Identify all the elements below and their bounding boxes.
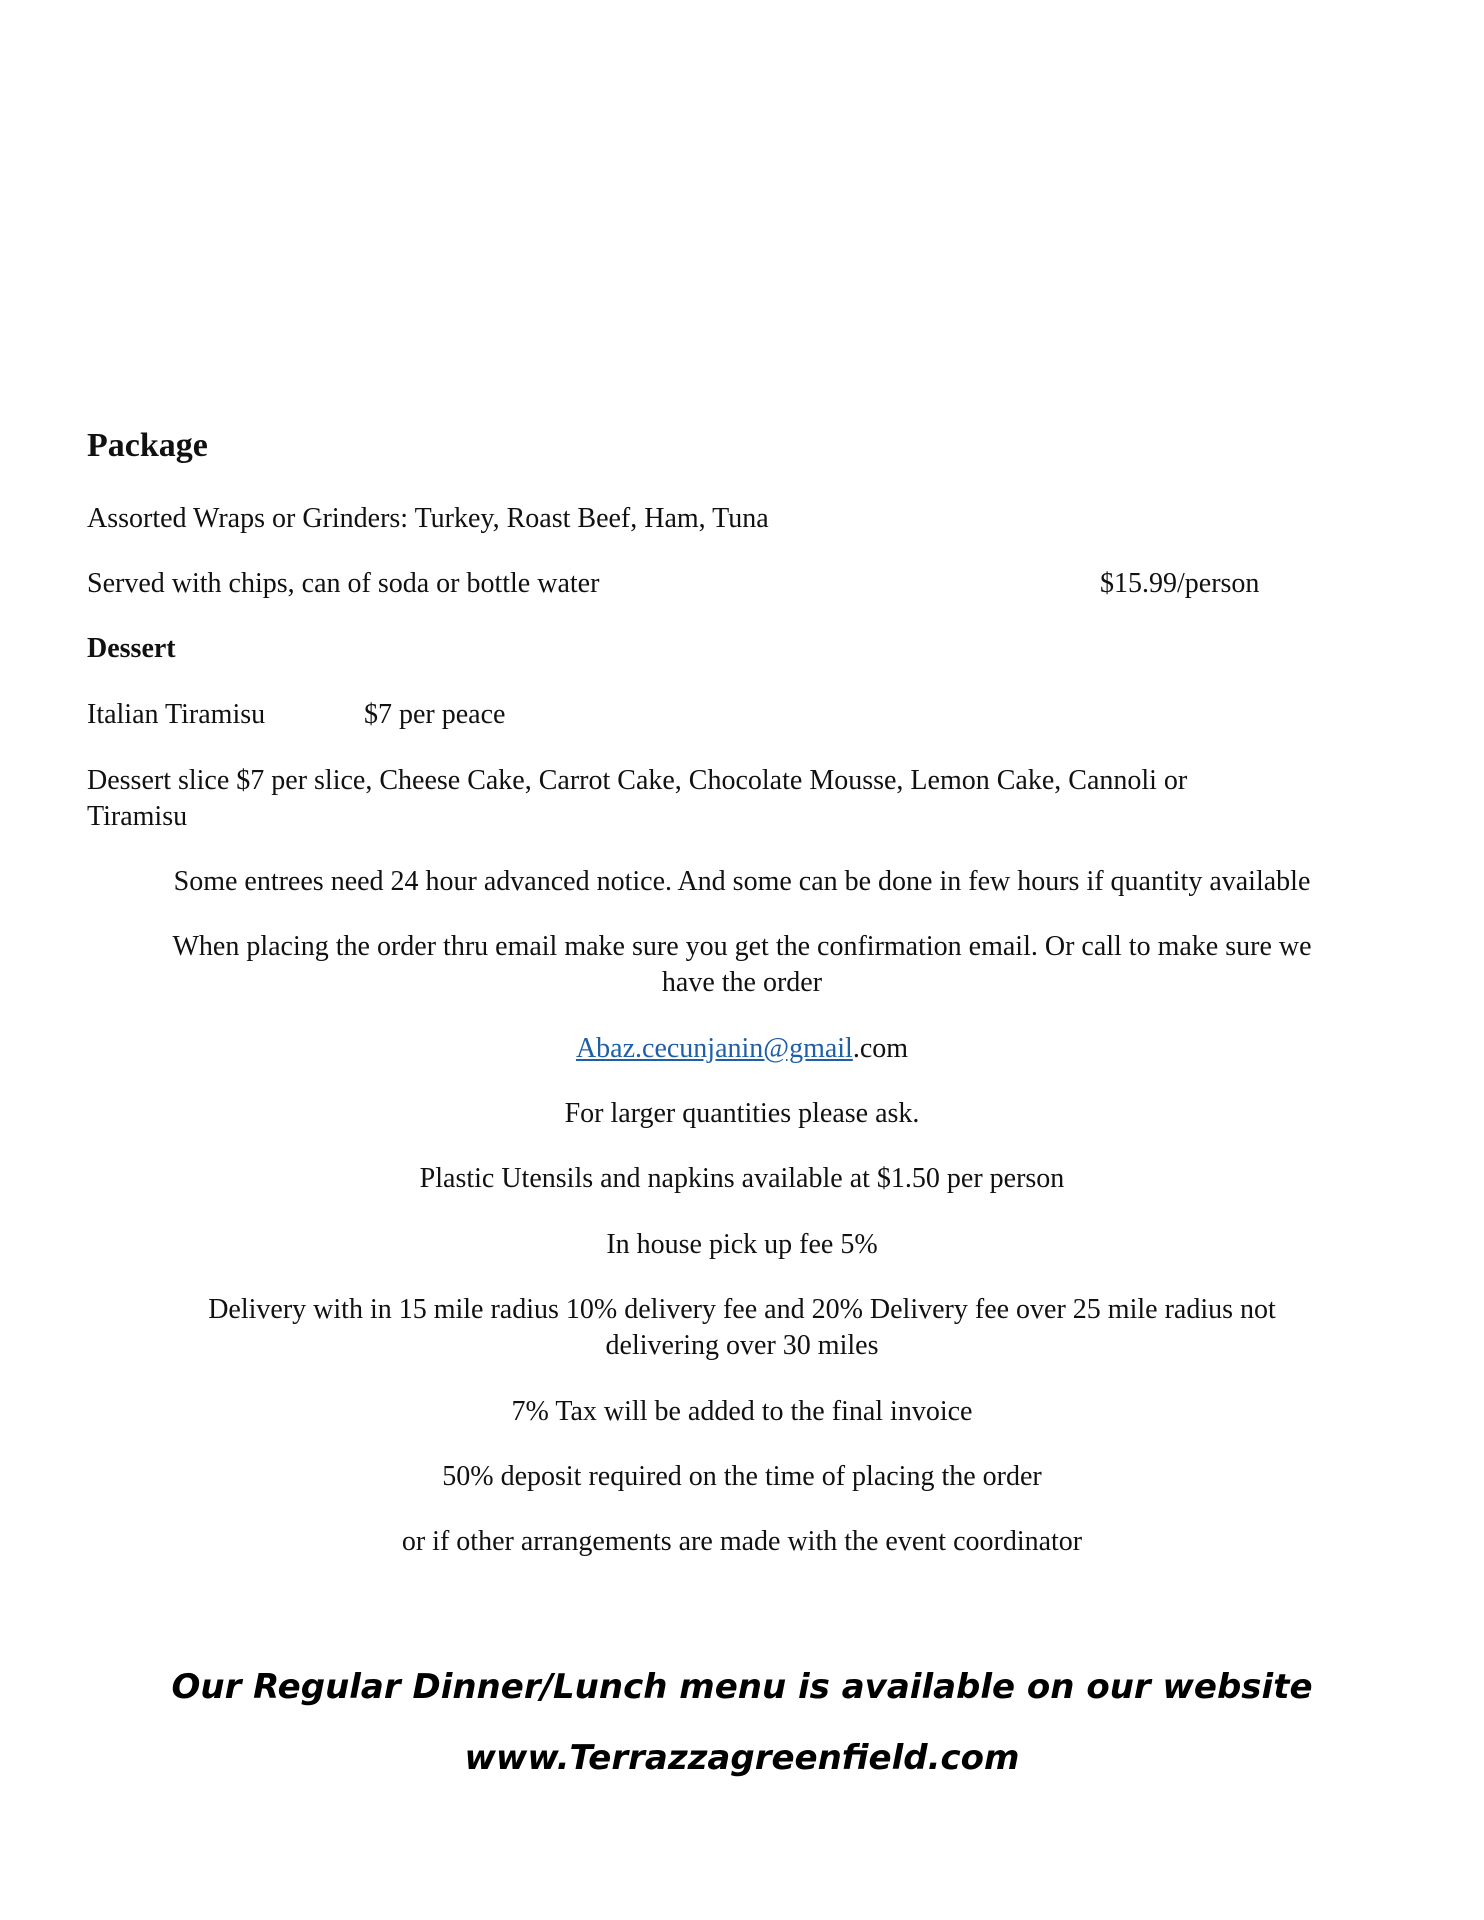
dessert-heading: Dessert <box>87 633 176 664</box>
advance-notice-note: Some entrees need 24 hour advanced notice. And some can be done in few hours if quantity available <box>173 866 1311 897</box>
tiramisu-label: Italian Tiramisu <box>87 699 266 730</box>
email-link[interactable]: Abaz.cecunjanin@gmail <box>575 1033 853 1064</box>
deposit-note: 50% deposit required on the time of placing the order <box>442 1461 1042 1492</box>
tax-note: 7% Tax will be added to the final invoice <box>511 1396 973 1427</box>
package-heading: Package <box>87 427 208 464</box>
delivery-note-line-2: delivering over 30 miles <box>605 1330 879 1361</box>
package-served-row <box>87 566 1387 602</box>
email-confirmation-line-1: When placing the order thru email make sure you get the confirmation email. Or call to make sure we <box>172 931 1312 962</box>
larger-quantities-note: For larger quantities please ask. <box>564 1098 920 1129</box>
package-items-line: Assorted Wraps or Grinders: Turkey, Roast Beef, Ham, Tuna <box>87 503 769 534</box>
package-price: $15.99/person <box>1100 568 1260 599</box>
email-confirmation-line-2: have the order <box>661 967 823 998</box>
contact-email <box>87 1031 1397 1067</box>
package-served-line: Served with chips, can of soda or bottle water <box>87 568 600 599</box>
regular-menu-note: Our Regular Dinner/Lunch menu is available on our website <box>171 1667 1313 1707</box>
pickup-fee-note: In house pick up fee 5% <box>606 1229 878 1260</box>
dessert-slice-line-1: Dessert slice $7 per slice, Cheese Cake, Carrot Cake, Chocolate Mousse, Lemon Cake, Cannoli or <box>87 765 1188 796</box>
arrangements-note: or if other arrangements are made with the event coordinator <box>401 1526 1083 1557</box>
tiramisu-row <box>87 697 687 733</box>
delivery-note-line-1: Delivery with in 15 mile radius 10% delivery fee and 20% Delivery fee over 25 mile radius not <box>208 1294 1276 1325</box>
website-link[interactable]: www.Terrazzagreenfield.com <box>464 1738 1020 1778</box>
utensils-note: Plastic Utensils and napkins available at $1.50 per person <box>419 1163 1065 1194</box>
dessert-slice-line-2: Tiramisu <box>87 801 188 832</box>
email-suffix: .com <box>852 1033 909 1064</box>
tiramisu-price: $7 per peace <box>364 699 506 730</box>
